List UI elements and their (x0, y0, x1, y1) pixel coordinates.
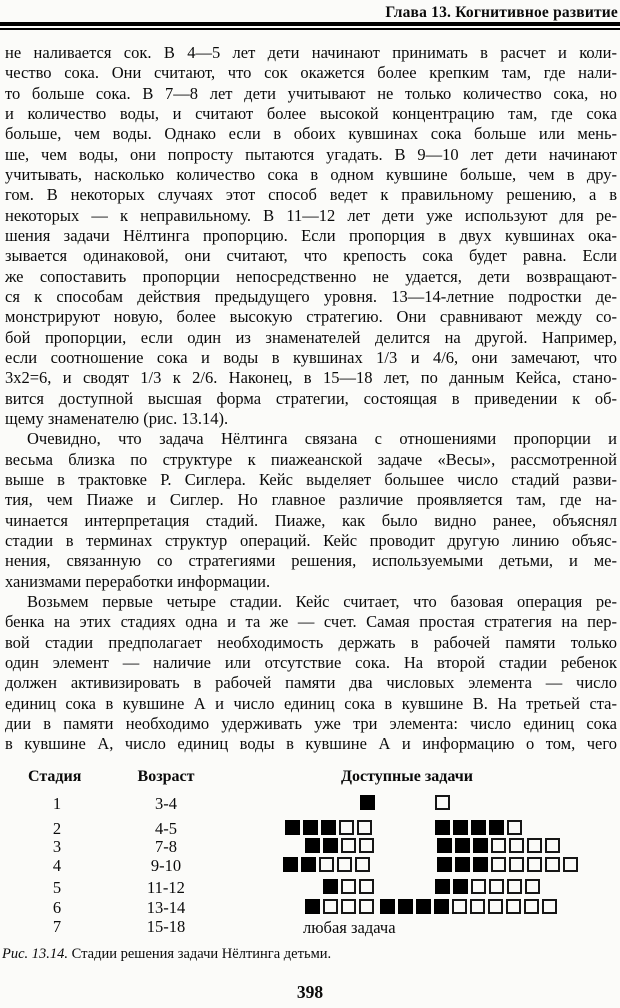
stage-number: 7 (52, 917, 62, 936)
age-range: 13-14 (146, 898, 186, 917)
age-range: 3-4 (155, 794, 177, 813)
text-line: если соотношение сока и воды в кувшинах 1/3 и 4/6, они замечают, что (5, 347, 617, 367)
task-square-empty (355, 857, 370, 872)
task-square-empty (525, 879, 540, 894)
figure-row-stage-4 (0, 857, 620, 875)
task-square-filled (437, 857, 452, 872)
age-range: 7-8 (155, 837, 177, 856)
text-line: гом. В некоторых случаях этот способ ведет к правильному решению, а в (5, 185, 617, 205)
task-square-empty (542, 899, 557, 914)
figure-caption-text: Стадии решения задачи Нёлтинга детьми. (68, 946, 332, 962)
text-line: и количество воды, и считают более высокой концентрацию там, где сока (5, 103, 617, 123)
text-line: 3x2=6, и сводят 1/3 к 2/6. Наконец, в 15—18 лет, по данным Кейса, стано- (5, 368, 617, 388)
task-square-empty (359, 899, 374, 914)
task-square-empty (337, 857, 352, 872)
task-square-empty (341, 899, 356, 914)
text-line: вится доступной высшая форма стратегии, состоящая в приведении к об- (5, 388, 617, 408)
text-line: выше в трактовке Р. Сиглера. Кейс выделяет большее число стадий разви- (5, 469, 617, 489)
text-line: нения, связанную со стратегиями решения, используемыми детьми, и ме- (5, 551, 617, 571)
text-line: чинается интерпретация стадий. Пиаже, как было видно ранее, объяснял (5, 510, 617, 530)
task-square-filled (453, 820, 468, 835)
text-line: единиц сока в кувшине А и число единиц сока в кувшине В. На третьей ста- (5, 693, 617, 713)
task-square-empty (323, 899, 338, 914)
task-square-filled (473, 857, 488, 872)
figure-caption (2, 946, 331, 963)
text-line: стадии в терминах структур операций. Кейс проводит другую линию объяс- (5, 530, 617, 550)
text-line: должен активизировать в рабочей памяти два числовых элемента — число (5, 673, 617, 693)
task-square-empty (545, 857, 560, 872)
task-square-empty (509, 857, 524, 872)
task-square-empty (359, 838, 374, 853)
task-square-empty (470, 899, 485, 914)
task-squares-left (305, 838, 377, 855)
text-line: весьма близка по структуре к пиажеанской задаче «Весы», рассмотренной (5, 449, 617, 469)
task-square-empty (489, 879, 504, 894)
task-square-empty (341, 838, 356, 853)
task-square-empty (509, 838, 524, 853)
task-square-filled (303, 820, 318, 835)
stage-number: 6 (52, 898, 62, 917)
header-rule (0, 22, 620, 30)
stage-number: 2 (52, 819, 62, 838)
text-line: ше, чем воды, они попросту пытаются угадать. В 9—10 лет дети начинают (5, 144, 617, 164)
text-line: вой стадии предполагает необходимость держать в рабочей памяти только (5, 632, 617, 652)
body-text (5, 43, 617, 754)
task-square-empty (506, 899, 521, 914)
task-square-filled (380, 899, 395, 914)
task-square-empty (507, 820, 522, 835)
text-line: же сопоставить пропорции непосредственно не удается, дети возвращают- (5, 266, 617, 286)
age-range: 15-18 (146, 917, 186, 936)
task-square-empty (491, 838, 506, 853)
task-square-filled (323, 838, 338, 853)
text-line: некоторых — к неправильному. В 11—12 лет дети уже используют для ре- (5, 205, 617, 225)
figure-column-header-tasks: Доступные задачи (341, 768, 473, 785)
age-range: 9-10 (150, 856, 182, 875)
task-squares-right (435, 820, 525, 837)
figure-13-14 (0, 760, 620, 975)
task-squares-left (283, 857, 373, 874)
task-square-filled (301, 857, 316, 872)
figure-row-stage-6 (0, 899, 620, 917)
figure-caption-label: Рис. 13.14. (2, 946, 69, 962)
task-square-filled (473, 838, 488, 853)
text-line: ся к способам действия предыдущего уровня. 13—14-летние подростки де- (5, 286, 617, 306)
task-square-filled (435, 879, 450, 894)
figure-row-stage-7 (0, 918, 620, 936)
task-square-empty (545, 838, 560, 853)
task-squares-right (435, 795, 453, 812)
task-square-filled (398, 899, 413, 914)
figure-row-stage-3 (0, 838, 620, 856)
text-line: шения задачи Нёлтинга пропорцию. Если пропорция в двух кувшинах ока- (5, 225, 617, 245)
task-squares-right (437, 838, 563, 855)
task-square-empty (491, 857, 506, 872)
task-square-empty (319, 857, 334, 872)
task-square-empty (359, 879, 374, 894)
task-square-filled (435, 820, 450, 835)
task-square-empty (339, 820, 354, 835)
task-squares-left (285, 820, 375, 837)
text-line: то больше сока. В 7—8 лет дети учитывают не только количество сока, но (5, 83, 617, 103)
figure-column-header-stage: Стадия (28, 768, 82, 785)
task-square-empty (341, 879, 356, 894)
task-square-filled (489, 820, 504, 835)
task-square-empty (435, 795, 450, 810)
figure-row-stage-2 (0, 820, 620, 838)
text-line: в кувшине А, число единиц воды в кувшине А и информацию о том, чего (5, 734, 617, 754)
task-square-empty (452, 899, 467, 914)
stage-number: 5 (52, 878, 62, 897)
age-range: 4-5 (155, 819, 177, 838)
task-square-empty (471, 879, 486, 894)
task-squares-right (435, 879, 543, 896)
task-square-filled (305, 838, 320, 853)
task-square-empty (357, 820, 372, 835)
task-square-empty (488, 899, 503, 914)
text-line: бенка на этих стадиях одна и та же — счет. Самая простая стратегия на пер- (5, 612, 617, 632)
text-line: щему знаменателю (рис. 13.14). (5, 408, 229, 428)
task-square-filled (434, 899, 449, 914)
age-range: 11-12 (147, 878, 185, 897)
task-square-filled (321, 820, 336, 835)
text-line: Возьмем первые четыре стадии. Кейс считает, что базовая операция ре- (27, 591, 617, 611)
task-squares-left (360, 795, 378, 812)
task-square-empty (527, 838, 542, 853)
task-square-filled (360, 795, 375, 810)
text-line: бой пропорции, если один из знаменателей делится на другой. Например, (5, 327, 617, 347)
task-square-filled (455, 838, 470, 853)
text-line: монстрируют новую, более высокую стратегию. Они сравнивают между со- (5, 307, 617, 327)
text-line: зывается одинаковой, они считают, что крепость сока будет равна. Если (5, 246, 617, 266)
task-square-filled (455, 857, 470, 872)
text-line: больше, чем воды. Однако если в обоих кувшинах сока больше или мень- (5, 124, 617, 144)
running-header: Глава 13. Когнитивное развитие (385, 4, 618, 21)
task-squares-right (380, 899, 560, 916)
task-squares-right (437, 857, 581, 874)
stage-number: 1 (52, 794, 62, 813)
task-square-empty (527, 857, 542, 872)
task-square-filled (453, 879, 468, 894)
text-line: дии в памяти необходимо удерживать уже три элемента: число единиц сока (5, 713, 617, 733)
task-square-filled (283, 857, 298, 872)
stage-number: 3 (52, 837, 62, 856)
page-number: 398 (296, 982, 324, 1002)
text-line: Очевидно, что задача Нёлтинга связана с отношениями пропорции и (27, 429, 617, 449)
task-square-filled (285, 820, 300, 835)
task-squares-left (305, 899, 377, 916)
figure-row-stage-1 (0, 795, 620, 813)
text-line: тия, чем Пиаже и Сиглер. Но главное различие проявляется там, где на- (5, 490, 617, 510)
text-line: учитывать, насколько количество сока в одном кувшине больше, чем в дру- (5, 164, 617, 184)
figure-column-header-age: Возраст (137, 768, 195, 785)
task-square-filled (437, 838, 452, 853)
task-squares-left (323, 879, 377, 896)
task-square-filled (305, 899, 320, 914)
stage-number: 4 (52, 856, 62, 875)
task-square-empty (524, 899, 539, 914)
text-line: ханизмами переработки информации. (5, 571, 271, 591)
any-task-label: любая задача (303, 918, 396, 937)
text-line: не наливается сок. В 4—5 лет дети начинают принимать в расчет и коли- (5, 43, 617, 62)
figure-row-stage-5 (0, 879, 620, 897)
text-line: один элемент — наличие или отсутствие сока. На второй стадии ребенок (5, 652, 617, 672)
task-square-filled (416, 899, 431, 914)
text-line: чество сока. Они считают, что сок окажется более крепким там, где нали- (5, 63, 617, 83)
task-square-filled (323, 879, 338, 894)
task-square-empty (507, 879, 522, 894)
task-square-filled (471, 820, 486, 835)
task-square-empty (563, 857, 578, 872)
